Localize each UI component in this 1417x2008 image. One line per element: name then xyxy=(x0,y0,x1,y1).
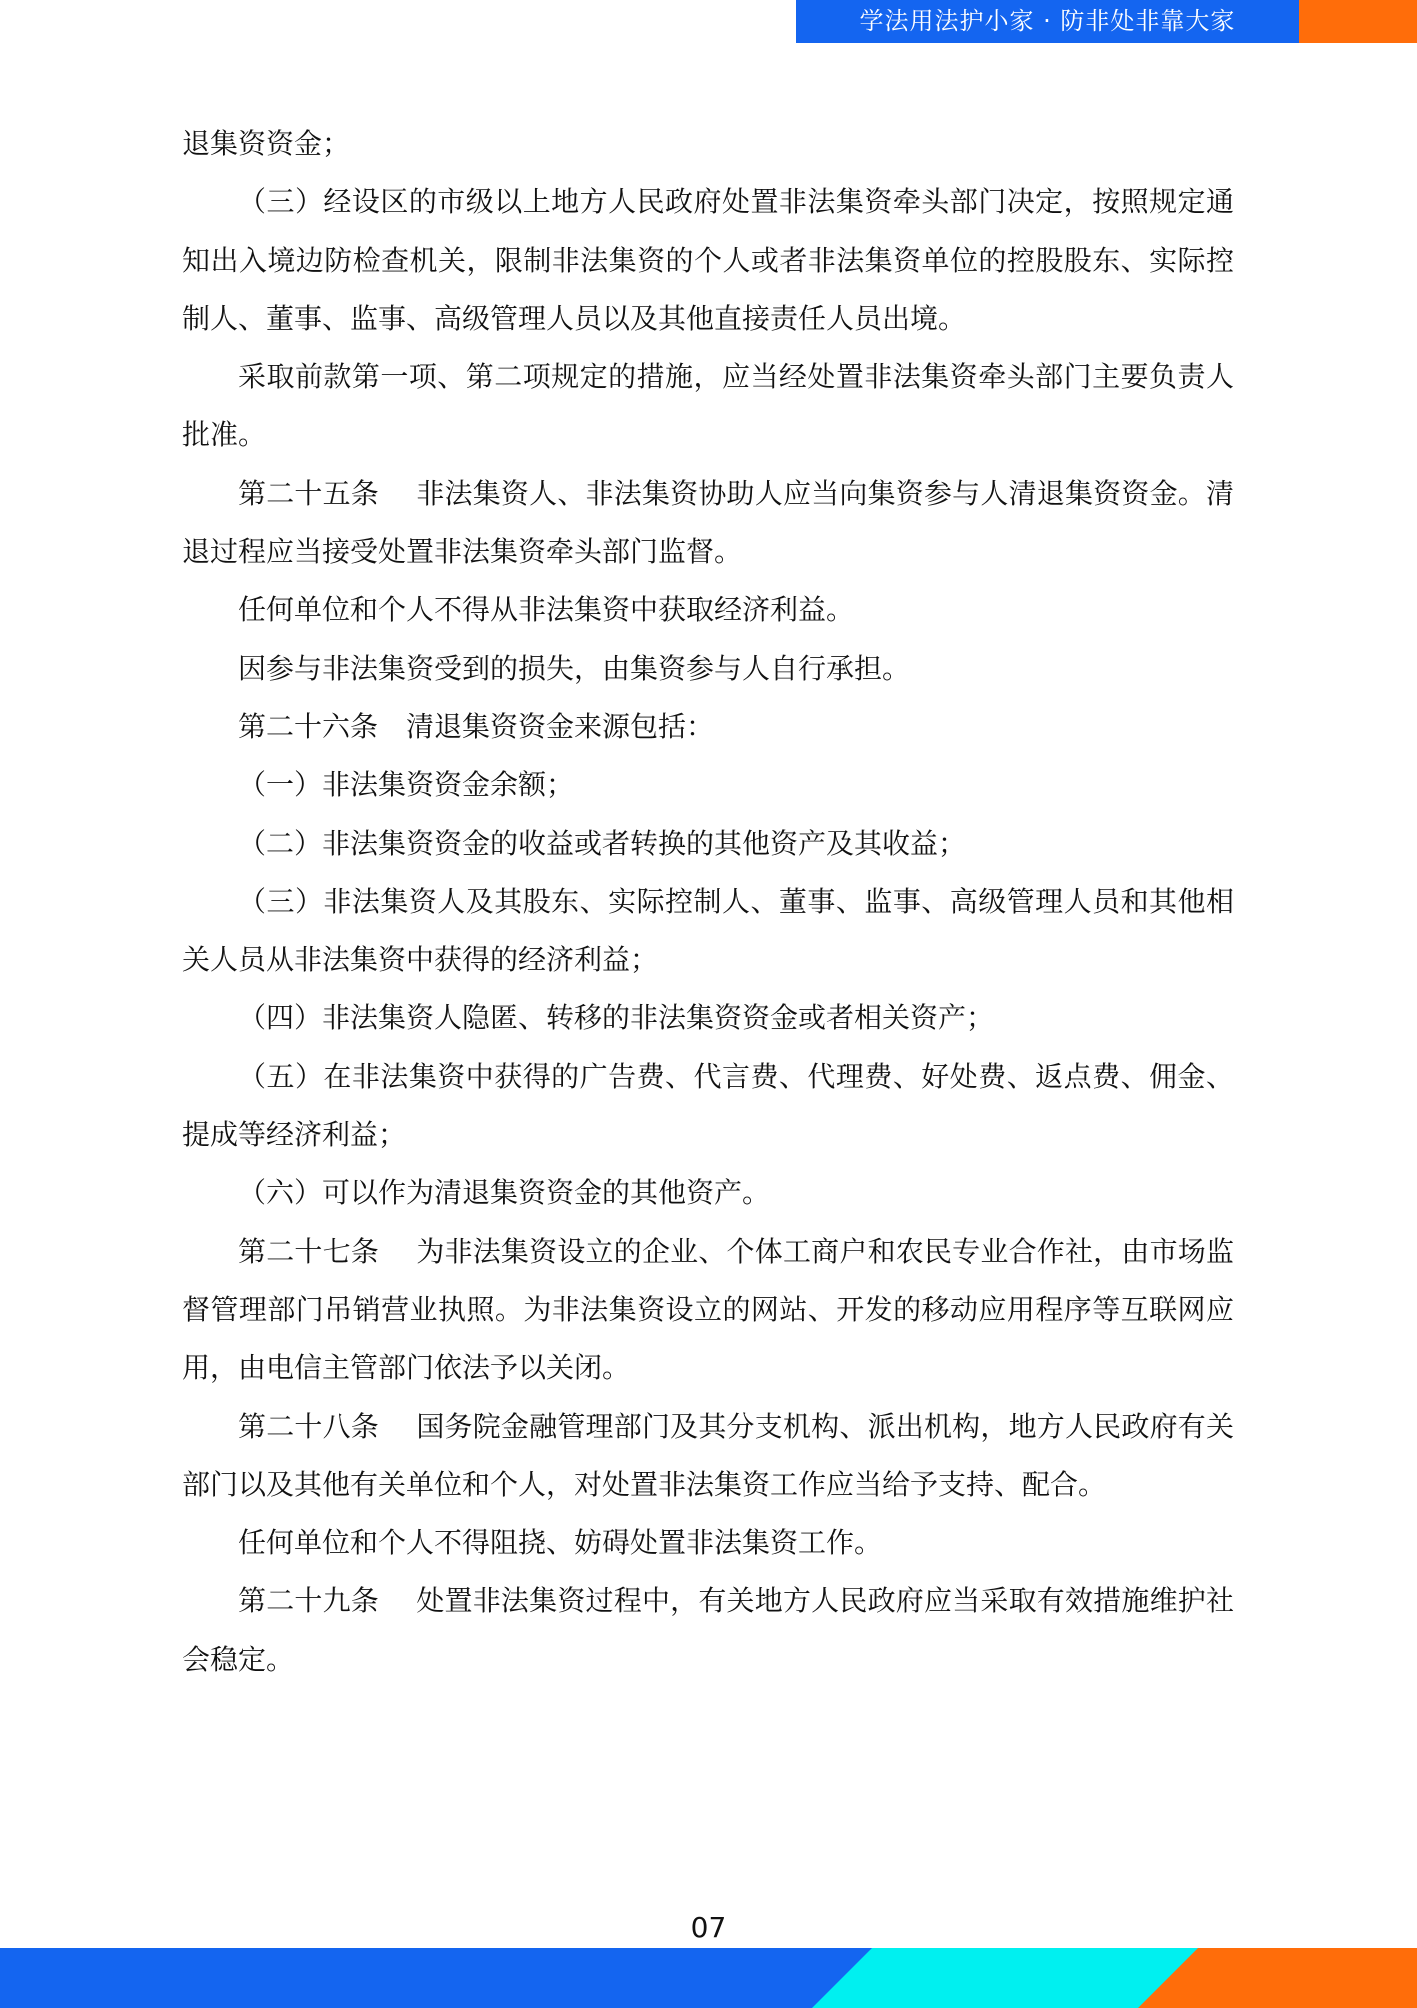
paragraph: 第二十八条 国务院金融管理部门及其分支机构、派出机构，地方人民政府有关部门以及其他有关单位和个人，对处置非法集资工作应当给予支持、配合。 xyxy=(182,1409,1234,1501)
paragraph: （六）可以作为清退集资资金的其他资产。 xyxy=(238,1176,771,1210)
paragraph: （一）非法集资资金余额； xyxy=(238,768,575,802)
footer-decoration xyxy=(0,1948,1417,2008)
paragraph: （三）非法集资人及其股东、实际控制人、董事、监事、高级管理人员和其他相关人员从非法集资中获得的经济利益； xyxy=(182,884,1234,977)
paragraph: 任何单位和个人不得阻挠、妨碍处置非法集资工作。 xyxy=(238,1526,883,1560)
paragraph: 第二十七条 为非法集资设立的企业、个体工商户和农民专业合作社，由市场监督管理部门吊销营业执照。为非法集资设立的网站、开发的移动应用程序等互联网应用，由电信主管部门依法予以关闭。 xyxy=(182,1234,1234,1385)
paragraph: 第二十九条 处置非法集资过程中，有关地方人民政府应当采取有效措施维护社会稳定。 xyxy=(182,1584,1234,1676)
paragraph: 任何单位和个人不得从非法集资中获取经济利益。 xyxy=(238,593,855,627)
paragraph: 因参与非法集资受到的损失，由集资参与人自行承担。 xyxy=(238,651,911,685)
page-number: 07 xyxy=(690,1911,727,1944)
paragraph: （四）非法集资人隐匿、转移的非法集资资金或者相关资产； xyxy=(238,1001,995,1035)
document-body xyxy=(182,115,1234,1689)
paragraph: 采取前款第一项、第二项规定的措施，应当经处置非法集资牵头部门主要负责人批准。 xyxy=(182,360,1234,452)
paragraph: 退集资资金； xyxy=(182,127,351,160)
paragraph: （五）在非法集资中获得的广告费、代言费、代理费、好处费、返点费、佣金、提成等经济利益； xyxy=(182,1059,1234,1152)
header-accent-block xyxy=(1299,0,1417,43)
paragraph: 第二十五条 非法集资人、非法集资协助人应当向集资参与人清退集资资金。清退过程应当接受处置非法集资牵头部门监督。 xyxy=(182,476,1234,569)
header-banner xyxy=(796,0,1299,43)
paragraph: 第二十六条 清退集资资金来源包括： xyxy=(238,709,715,743)
paragraph: （二）非法集资资金的收益或者转换的其他资产及其收益； xyxy=(238,826,967,860)
header-title: 学法用法护小家 · 防非处非靠大家 xyxy=(859,7,1236,35)
paragraph: （三）经设区的市级以上地方人民政府处置非法集资牵头部门决定，按照规定通知出入境边防检查机关，限制非法集资的个人或者非法集资单位的控股股东、实际控制人、董事、监事、高级管理人员以及其他直接责任人员出境。 xyxy=(182,185,1234,335)
